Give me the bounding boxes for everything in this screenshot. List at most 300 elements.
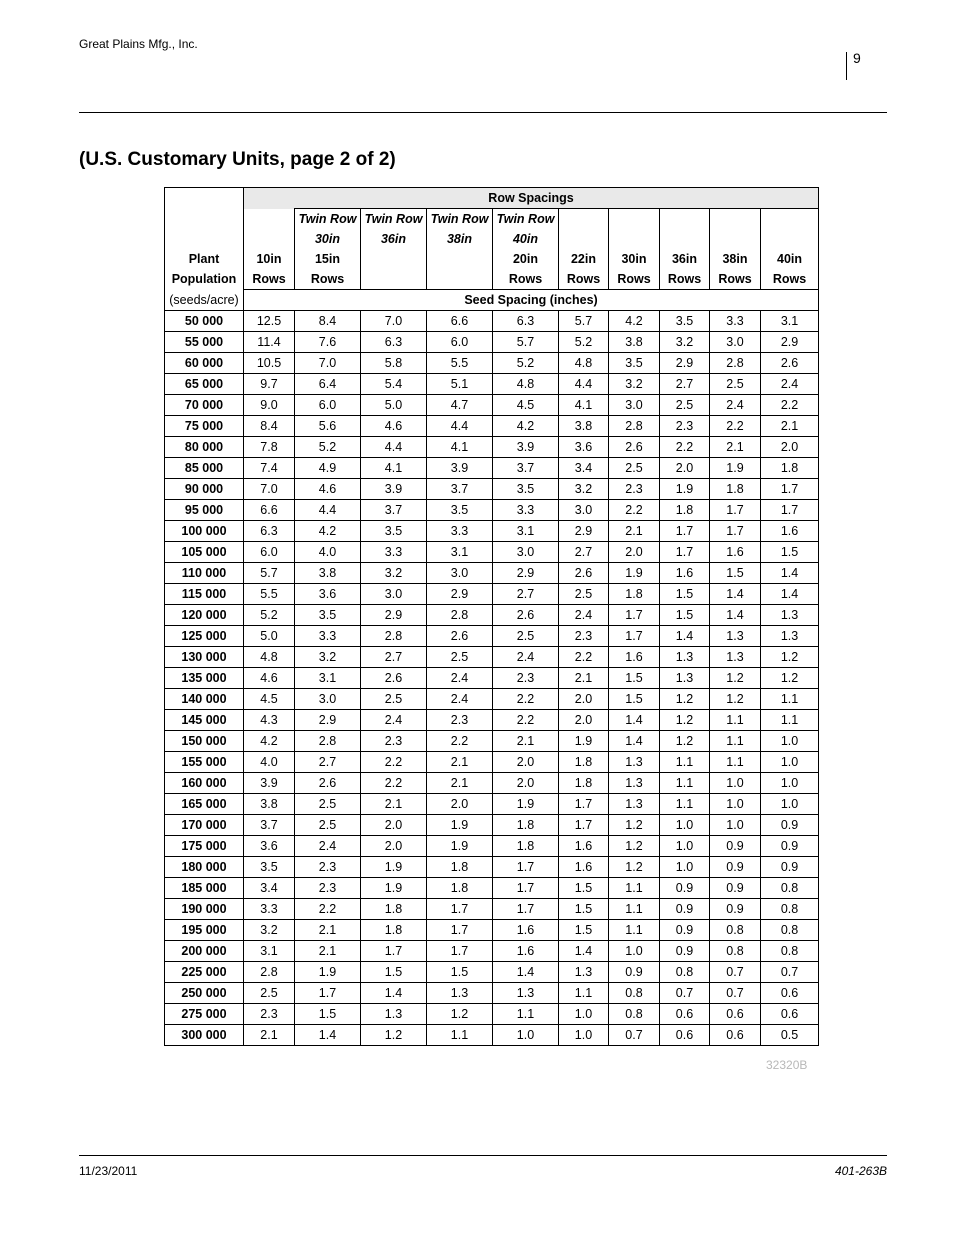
seed-spacing-cell: 1.1 bbox=[609, 899, 660, 920]
seed-spacing-cell: 1.4 bbox=[660, 626, 710, 647]
seed-spacing-cell: 3.2 bbox=[244, 920, 295, 941]
seed-spacing-cell: 2.4 bbox=[295, 836, 361, 857]
seed-spacing-cell: 4.4 bbox=[361, 437, 427, 458]
seed-spacing-cell: 11.4 bbox=[244, 332, 295, 353]
plant-population-cell: 175 000 bbox=[165, 836, 244, 857]
twin-row-size: 38in bbox=[427, 229, 493, 249]
seed-spacing-cell: 4.6 bbox=[361, 416, 427, 437]
seed-spacing-cell: 1.4 bbox=[609, 731, 660, 752]
seed-spacing-cell: 1.5 bbox=[710, 563, 761, 584]
seed-spacing-cell: 4.2 bbox=[295, 521, 361, 542]
seed-spacing-cell: 3.3 bbox=[427, 521, 493, 542]
seed-spacing-cell: 1.7 bbox=[761, 500, 819, 521]
seed-spacing-cell: 3.3 bbox=[361, 542, 427, 563]
seed-spacing-cell: 1.8 bbox=[660, 500, 710, 521]
seed-spacing-cell: 5.2 bbox=[295, 437, 361, 458]
seed-spacing-cell: 2.8 bbox=[295, 731, 361, 752]
seed-spacing-cell: 5.0 bbox=[244, 626, 295, 647]
seed-spacing-cell: 1.1 bbox=[427, 1025, 493, 1046]
seed-spacing-cell: 6.0 bbox=[244, 542, 295, 563]
seed-spacing-cell: 1.2 bbox=[427, 1004, 493, 1025]
seed-spacing-cell: 1.6 bbox=[660, 563, 710, 584]
plant-population-cell: 140 000 bbox=[165, 689, 244, 710]
rows-label: Rows bbox=[609, 269, 660, 290]
seed-spacing-cell: 0.9 bbox=[710, 857, 761, 878]
seed-spacing-cell: 2.1 bbox=[761, 416, 819, 437]
seed-spacing-cell: 3.8 bbox=[609, 332, 660, 353]
seed-spacing-cell: 3.6 bbox=[559, 437, 609, 458]
seed-spacing-cell: 1.9 bbox=[559, 731, 609, 752]
seed-spacing-cell: 4.5 bbox=[493, 395, 559, 416]
table-row bbox=[165, 1004, 819, 1025]
seed-spacing-cell: 7.0 bbox=[361, 311, 427, 332]
table-row bbox=[165, 983, 819, 1004]
seed-spacing-cell: 1.1 bbox=[761, 689, 819, 710]
seed-spacing-cell: 1.2 bbox=[361, 1025, 427, 1046]
seed-spacing-cell: 1.7 bbox=[660, 521, 710, 542]
table-row bbox=[165, 521, 819, 542]
seed-spacing-cell: 1.0 bbox=[761, 773, 819, 794]
seed-spacing-cell: 2.6 bbox=[761, 353, 819, 374]
seed-spacing-cell: 2.5 bbox=[710, 374, 761, 395]
seed-spacing-cell: 2.3 bbox=[609, 479, 660, 500]
seed-spacing-cell: 3.6 bbox=[244, 836, 295, 857]
seed-spacing-cell: 0.5 bbox=[761, 1025, 819, 1046]
plant-population-cell: 100 000 bbox=[165, 521, 244, 542]
seed-spacing-cell: 2.4 bbox=[761, 374, 819, 395]
seed-spacing-cell: 3.0 bbox=[493, 542, 559, 563]
seed-spacing-cell: 3.7 bbox=[244, 815, 295, 836]
column-size: 30in bbox=[609, 249, 660, 269]
seed-spacing-cell: 2.0 bbox=[761, 437, 819, 458]
seed-spacing-cell: 3.3 bbox=[244, 899, 295, 920]
table-row bbox=[165, 395, 819, 416]
seed-spacing-cell: 0.9 bbox=[761, 836, 819, 857]
seed-spacing-cell: 2.5 bbox=[493, 626, 559, 647]
seed-spacing-cell: 0.8 bbox=[761, 899, 819, 920]
plant-population-cell: 70 000 bbox=[165, 395, 244, 416]
seed-spacing-cell: 2.1 bbox=[559, 668, 609, 689]
seed-spacing-cell: 0.6 bbox=[761, 1004, 819, 1025]
seed-spacing-cell: 7.0 bbox=[295, 353, 361, 374]
seed-spacing-cell: 2.6 bbox=[559, 563, 609, 584]
table-row bbox=[165, 647, 819, 668]
seed-spacing-cell: 3.8 bbox=[295, 563, 361, 584]
table-row bbox=[165, 794, 819, 815]
seed-spacing-cell: 2.2 bbox=[559, 647, 609, 668]
seed-spacing-cell: 2.9 bbox=[295, 710, 361, 731]
seed-spacing-cell: 2.9 bbox=[660, 353, 710, 374]
table-row bbox=[165, 500, 819, 521]
plant-population-cell: 170 000 bbox=[165, 815, 244, 836]
seed-spacing-cell: 4.4 bbox=[559, 374, 609, 395]
seed-spacing-cell: 9.7 bbox=[244, 374, 295, 395]
seed-spacing-cell: 2.5 bbox=[244, 983, 295, 1004]
seed-spacing-cell: 2.8 bbox=[710, 353, 761, 374]
page-title: (U.S. Customary Units, page 2 of 2) bbox=[79, 149, 396, 170]
column-size: 36in bbox=[660, 249, 710, 269]
seed-spacing-cell: 1.7 bbox=[493, 878, 559, 899]
row-spacings-header: Row Spacings bbox=[244, 188, 819, 209]
page-number-divider bbox=[846, 52, 847, 80]
seed-spacing-cell: 1.7 bbox=[427, 920, 493, 941]
seed-spacing-cell: 1.5 bbox=[559, 920, 609, 941]
seed-spacing-cell: 3.0 bbox=[361, 584, 427, 605]
seed-spacing-cell: 6.4 bbox=[295, 374, 361, 395]
seed-spacing-cell: 2.5 bbox=[361, 689, 427, 710]
seed-spacing-cell: 0.6 bbox=[660, 1004, 710, 1025]
table-row bbox=[165, 710, 819, 731]
seed-spacing-cell: 1.6 bbox=[559, 836, 609, 857]
column-size: 22in bbox=[559, 249, 609, 269]
seed-spacing-cell: 1.1 bbox=[710, 731, 761, 752]
seed-spacing-cell: 3.9 bbox=[493, 437, 559, 458]
plant-population-cell: 200 000 bbox=[165, 941, 244, 962]
seed-spacing-cell: 6.0 bbox=[427, 332, 493, 353]
seed-spacing-cell: 9.0 bbox=[244, 395, 295, 416]
seed-spacing-cell: 1.8 bbox=[427, 878, 493, 899]
seed-spacing-cell: 4.2 bbox=[244, 731, 295, 752]
plant-population-cell: 60 000 bbox=[165, 353, 244, 374]
seed-spacing-cell: 3.5 bbox=[295, 605, 361, 626]
seed-spacing-cell: 2.2 bbox=[609, 500, 660, 521]
seed-spacing-cell: 2.8 bbox=[609, 416, 660, 437]
figure-id: 32320B bbox=[766, 1058, 808, 1072]
seed-spacing-cell: 2.6 bbox=[427, 626, 493, 647]
seed-spacing-cell: 2.2 bbox=[361, 752, 427, 773]
seed-spacing-cell: 1.2 bbox=[761, 647, 819, 668]
seed-spacing-cell: 5.6 bbox=[295, 416, 361, 437]
seed-spacing-cell: 1.0 bbox=[761, 731, 819, 752]
seed-spacing-cell: 2.5 bbox=[660, 395, 710, 416]
seed-spacing-cell: 1.4 bbox=[609, 710, 660, 731]
seed-spacing-cell: 2.4 bbox=[710, 395, 761, 416]
table-row bbox=[165, 374, 819, 395]
seed-spacing-cell: 1.3 bbox=[761, 605, 819, 626]
seed-spacing-cell: 1.5 bbox=[609, 689, 660, 710]
seed-spacing-cell: 1.2 bbox=[609, 857, 660, 878]
seed-spacing-cell: 2.9 bbox=[361, 605, 427, 626]
seed-spacing-cell: 3.5 bbox=[493, 479, 559, 500]
seed-spacing-cell: 1.9 bbox=[361, 857, 427, 878]
seed-spacing-cell: 1.7 bbox=[493, 899, 559, 920]
seed-spacing-cell: 2.3 bbox=[493, 668, 559, 689]
seed-spacing-cell: 4.2 bbox=[609, 311, 660, 332]
seed-spacing-cell: 1.5 bbox=[427, 962, 493, 983]
seed-spacing-cell: 1.7 bbox=[559, 794, 609, 815]
seed-spacing-cell: 6.3 bbox=[493, 311, 559, 332]
seed-spacing-cell: 3.1 bbox=[493, 521, 559, 542]
seed-spacing-cell: 7.4 bbox=[244, 458, 295, 479]
seed-spacing-cell: 5.0 bbox=[361, 395, 427, 416]
seed-spacing-cell: 3.3 bbox=[295, 626, 361, 647]
seed-spacing-cell: 6.6 bbox=[244, 500, 295, 521]
rows-label: Rows bbox=[660, 269, 710, 290]
twin-row-label: Twin Row bbox=[493, 209, 559, 230]
seeds-per-acre-label: (seeds/acre) bbox=[165, 290, 244, 311]
seed-spacing-cell: 6.3 bbox=[244, 521, 295, 542]
plant-label: Plant bbox=[165, 249, 244, 269]
seed-spacing-cell: 1.3 bbox=[660, 668, 710, 689]
seed-spacing-cell: 6.0 bbox=[295, 395, 361, 416]
seed-spacing-cell: 1.8 bbox=[710, 479, 761, 500]
seed-spacing-cell: 1.3 bbox=[761, 626, 819, 647]
seed-spacing-cell: 3.2 bbox=[660, 332, 710, 353]
seed-spacing-cell: 1.0 bbox=[710, 815, 761, 836]
seed-spacing-cell: 1.0 bbox=[761, 752, 819, 773]
plant-population-cell: 110 000 bbox=[165, 563, 244, 584]
seed-spacing-cell: 5.5 bbox=[244, 584, 295, 605]
seed-spacing-cell: 0.7 bbox=[710, 962, 761, 983]
seed-spacing-cell: 1.1 bbox=[660, 752, 710, 773]
seed-spacing-cell: 2.8 bbox=[361, 626, 427, 647]
seed-spacing-cell: 2.2 bbox=[710, 416, 761, 437]
seed-spacing-cell: 1.3 bbox=[710, 647, 761, 668]
column-size: 15in bbox=[295, 249, 361, 269]
seed-spacing-cell: 1.6 bbox=[609, 647, 660, 668]
seed-spacing-cell: 8.4 bbox=[295, 311, 361, 332]
seed-spacing-cell: 4.9 bbox=[295, 458, 361, 479]
plant-population-cell: 250 000 bbox=[165, 983, 244, 1004]
seed-spacing-cell: 1.4 bbox=[710, 605, 761, 626]
table-row bbox=[165, 626, 819, 647]
table-row bbox=[165, 899, 819, 920]
table-body bbox=[165, 311, 819, 1046]
seed-spacing-cell: 2.6 bbox=[609, 437, 660, 458]
seed-spacing-cell: 2.0 bbox=[493, 752, 559, 773]
seed-spacing-cell: 1.3 bbox=[427, 983, 493, 1004]
seed-spacing-cell: 2.8 bbox=[244, 962, 295, 983]
seed-spacing-cell: 1.4 bbox=[761, 563, 819, 584]
seed-spacing-cell: 2.5 bbox=[427, 647, 493, 668]
seed-spacing-cell: 2.4 bbox=[493, 647, 559, 668]
seed-spacing-cell: 0.9 bbox=[660, 878, 710, 899]
table-row bbox=[165, 941, 819, 962]
table-row bbox=[165, 458, 819, 479]
seed-spacing-cell: 2.2 bbox=[361, 773, 427, 794]
seed-spacing-cell: 1.7 bbox=[427, 899, 493, 920]
seed-spacing-cell: 3.2 bbox=[559, 479, 609, 500]
seed-spacing-cell: 1.5 bbox=[761, 542, 819, 563]
plant-population-cell: 160 000 bbox=[165, 773, 244, 794]
seed-spacing-cell: 0.9 bbox=[710, 899, 761, 920]
rows-label: Rows bbox=[710, 269, 761, 290]
seed-spacing-cell: 1.0 bbox=[559, 1025, 609, 1046]
seed-spacing-cell: 1.3 bbox=[361, 1004, 427, 1025]
column-size: 38in bbox=[710, 249, 761, 269]
seed-spacing-cell: 2.9 bbox=[761, 332, 819, 353]
seed-spacing-cell: 0.9 bbox=[710, 878, 761, 899]
seed-spacing-cell: 3.0 bbox=[710, 332, 761, 353]
plant-population-cell: 95 000 bbox=[165, 500, 244, 521]
seed-spacing-cell: 1.8 bbox=[361, 920, 427, 941]
seed-spacing-cell: 1.1 bbox=[710, 710, 761, 731]
seed-spacing-cell: 4.7 bbox=[427, 395, 493, 416]
seed-spacing-cell: 1.4 bbox=[361, 983, 427, 1004]
seed-spacing-cell: 3.8 bbox=[559, 416, 609, 437]
seed-spacing-cell: 1.8 bbox=[609, 584, 660, 605]
plant-population-cell: 165 000 bbox=[165, 794, 244, 815]
seed-spacing-cell: 0.9 bbox=[660, 941, 710, 962]
seed-spacing-cell: 1.0 bbox=[710, 794, 761, 815]
seed-spacing-cell: 3.5 bbox=[361, 521, 427, 542]
plant-population-cell: 65 000 bbox=[165, 374, 244, 395]
table-row bbox=[165, 563, 819, 584]
seed-spacing-cell: 4.1 bbox=[559, 395, 609, 416]
seed-spacing-cell: 0.9 bbox=[660, 899, 710, 920]
table-row bbox=[165, 605, 819, 626]
seed-spacing-cell: 1.3 bbox=[609, 752, 660, 773]
plant-population-cell: 75 000 bbox=[165, 416, 244, 437]
seed-spacing-cell: 3.4 bbox=[559, 458, 609, 479]
seed-spacing-cell: 0.7 bbox=[660, 983, 710, 1004]
twin-row-label: Twin Row bbox=[361, 209, 427, 230]
seed-spacing-cell: 2.5 bbox=[559, 584, 609, 605]
seed-spacing-cell: 1.9 bbox=[361, 878, 427, 899]
seed-spacing-cell: 1.3 bbox=[710, 626, 761, 647]
seed-spacing-cell: 2.1 bbox=[609, 521, 660, 542]
twin-row-size: 30in bbox=[295, 229, 361, 249]
plant-population-cell: 80 000 bbox=[165, 437, 244, 458]
header-rule bbox=[79, 112, 887, 113]
seed-spacing-cell: 2.3 bbox=[295, 878, 361, 899]
seed-spacing-cell: 0.8 bbox=[710, 920, 761, 941]
plant-population-cell: 130 000 bbox=[165, 647, 244, 668]
seed-spacing-cell: 0.8 bbox=[761, 920, 819, 941]
seed-spacing-cell: 2.5 bbox=[609, 458, 660, 479]
seed-spacing-cell: 3.2 bbox=[609, 374, 660, 395]
seed-spacing-cell: 4.2 bbox=[493, 416, 559, 437]
seed-spacing-cell: 2.0 bbox=[427, 794, 493, 815]
seed-spacing-cell: 2.1 bbox=[295, 920, 361, 941]
seed-spacing-cell: 2.3 bbox=[427, 710, 493, 731]
seed-spacing-cell: 0.8 bbox=[761, 941, 819, 962]
seed-spacing-cell: 1.2 bbox=[609, 815, 660, 836]
seed-spacing-cell: 1.5 bbox=[361, 962, 427, 983]
twin-row-label: Twin Row bbox=[295, 209, 361, 230]
seed-spacing-cell: 1.2 bbox=[761, 668, 819, 689]
seed-spacing-cell: 4.6 bbox=[244, 668, 295, 689]
seed-spacing-cell: 1.4 bbox=[559, 941, 609, 962]
seed-spacing-cell: 1.1 bbox=[493, 1004, 559, 1025]
seed-spacing-cell: 3.1 bbox=[244, 941, 295, 962]
seed-spacing-cell: 4.1 bbox=[427, 437, 493, 458]
seed-spacing-cell: 2.4 bbox=[427, 668, 493, 689]
table-row bbox=[165, 542, 819, 563]
seed-spacing-cell: 0.7 bbox=[710, 983, 761, 1004]
seed-spacing-cell: 2.1 bbox=[427, 752, 493, 773]
header-corner bbox=[165, 188, 244, 209]
seed-spacing-cell: 8.4 bbox=[244, 416, 295, 437]
table-row bbox=[165, 353, 819, 374]
seed-spacing-cell: 1.8 bbox=[361, 899, 427, 920]
company-name: Great Plains Mfg., Inc. bbox=[79, 37, 198, 51]
seed-spacing-cell: 5.5 bbox=[427, 353, 493, 374]
seed-spacing-cell: 3.4 bbox=[244, 878, 295, 899]
seed-spacing-cell: 3.7 bbox=[427, 479, 493, 500]
seed-spacing-cell: 2.0 bbox=[361, 836, 427, 857]
seed-spacing-cell: 3.3 bbox=[493, 500, 559, 521]
seed-spacing-cell: 5.4 bbox=[361, 374, 427, 395]
seed-spacing-cell: 1.8 bbox=[493, 836, 559, 857]
table-row bbox=[165, 689, 819, 710]
seed-spacing-cell: 3.6 bbox=[295, 584, 361, 605]
seed-spacing-cell: 2.7 bbox=[559, 542, 609, 563]
seed-spacing-cell: 5.7 bbox=[244, 563, 295, 584]
seed-spacing-cell: 1.5 bbox=[559, 899, 609, 920]
plant-population-cell: 120 000 bbox=[165, 605, 244, 626]
seed-spacing-cell: 3.7 bbox=[361, 500, 427, 521]
seed-spacing-cell: 2.3 bbox=[559, 626, 609, 647]
seed-spacing-cell: 0.6 bbox=[710, 1025, 761, 1046]
seed-spacing-cell: 2.1 bbox=[427, 773, 493, 794]
seed-spacing-cell: 1.9 bbox=[660, 479, 710, 500]
seed-spacing-cell: 2.5 bbox=[295, 815, 361, 836]
plant-population-cell: 145 000 bbox=[165, 710, 244, 731]
seed-spacing-cell: 1.1 bbox=[710, 752, 761, 773]
seed-spacing-cell: 2.3 bbox=[660, 416, 710, 437]
table-row bbox=[165, 416, 819, 437]
seed-spacing-cell: 12.5 bbox=[244, 311, 295, 332]
seed-spacing-cell: 1.3 bbox=[559, 962, 609, 983]
seed-spacing-cell: 1.1 bbox=[609, 920, 660, 941]
seed-spacing-cell: 4.0 bbox=[244, 752, 295, 773]
seed-spacing-cell: 1.2 bbox=[710, 689, 761, 710]
seed-spacing-cell: 1.2 bbox=[609, 836, 660, 857]
seed-spacing-cell: 1.9 bbox=[609, 563, 660, 584]
seed-spacing-cell: 1.7 bbox=[295, 983, 361, 1004]
seed-spacing-cell: 2.1 bbox=[493, 731, 559, 752]
seed-spacing-cell: 2.7 bbox=[660, 374, 710, 395]
column-size bbox=[427, 249, 493, 269]
seed-spacing-cell: 3.0 bbox=[295, 689, 361, 710]
seed-spacing-cell: 1.2 bbox=[660, 689, 710, 710]
seed-spacing-cell: 5.8 bbox=[361, 353, 427, 374]
seed-spacing-cell: 5.2 bbox=[493, 353, 559, 374]
seed-spacing-cell: 1.5 bbox=[609, 668, 660, 689]
table-row bbox=[165, 962, 819, 983]
seed-spacing-cell: 1.9 bbox=[427, 836, 493, 857]
seed-spacing-cell: 4.5 bbox=[244, 689, 295, 710]
seed-spacing-cell: 2.6 bbox=[361, 668, 427, 689]
seed-spacing-cell: 3.8 bbox=[244, 794, 295, 815]
rows-label: Rows bbox=[761, 269, 819, 290]
plant-population-cell: 125 000 bbox=[165, 626, 244, 647]
seed-spacing-cell: 1.8 bbox=[559, 752, 609, 773]
seed-spacing-cell: 3.2 bbox=[295, 647, 361, 668]
plant-population-cell: 50 000 bbox=[165, 311, 244, 332]
seed-spacing-cell: 1.7 bbox=[710, 500, 761, 521]
table-row bbox=[165, 752, 819, 773]
seed-spacing-cell: 5.2 bbox=[244, 605, 295, 626]
seed-spacing-cell: 4.4 bbox=[427, 416, 493, 437]
rows-label: Rows bbox=[295, 269, 361, 290]
seed-spacing-cell: 2.5 bbox=[295, 794, 361, 815]
plant-population-cell: 185 000 bbox=[165, 878, 244, 899]
seed-spacing-cell: 1.2 bbox=[660, 710, 710, 731]
seed-spacing-cell: 1.7 bbox=[609, 626, 660, 647]
seed-spacing-cell: 2.3 bbox=[244, 1004, 295, 1025]
seed-spacing-cell: 1.1 bbox=[660, 773, 710, 794]
seed-spacing-cell: 1.2 bbox=[660, 731, 710, 752]
seed-spacing-cell: 2.1 bbox=[295, 941, 361, 962]
seed-spacing-cell: 1.0 bbox=[710, 773, 761, 794]
seed-spacing-cell: 1.7 bbox=[493, 857, 559, 878]
plant-population-cell: 155 000 bbox=[165, 752, 244, 773]
plant-population-cell: 150 000 bbox=[165, 731, 244, 752]
seed-spacing-cell: 3.1 bbox=[295, 668, 361, 689]
footer-doc-number: 401-263B bbox=[834, 1164, 887, 1178]
